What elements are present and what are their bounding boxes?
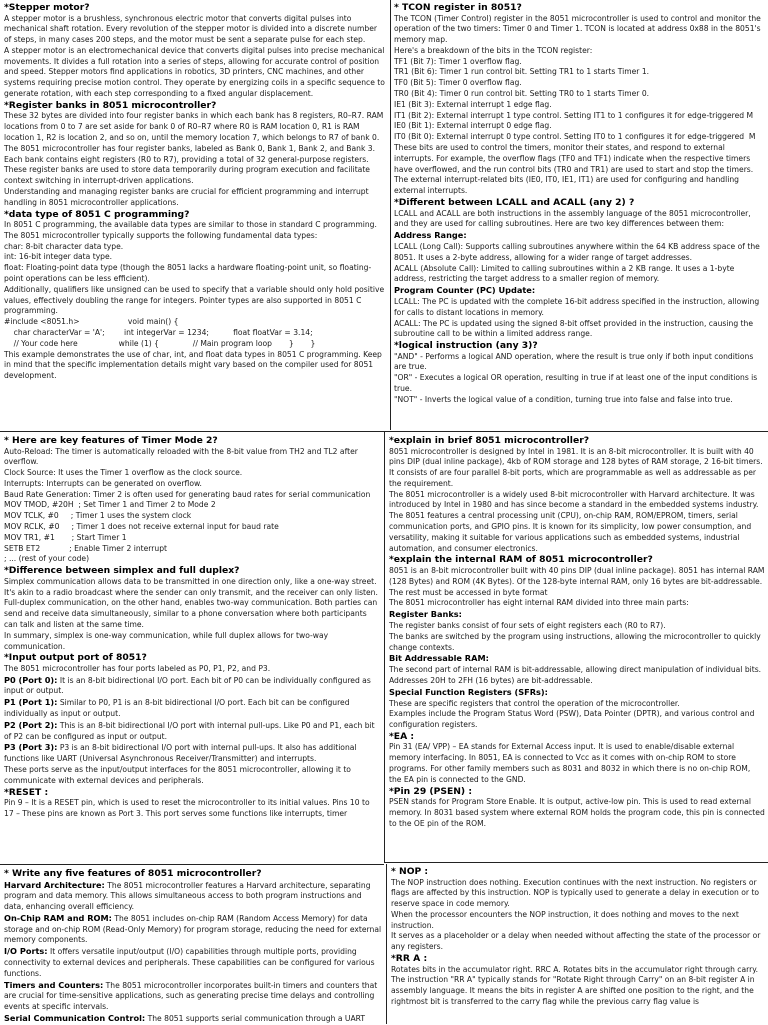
paragraph: It serves as a placeholder or a delay when needed without affecting the state of the processor or any registers. xyxy=(391,931,763,952)
lead-term: Timers and Counters: xyxy=(4,979,104,990)
paragraph: The second part of internal RAM is bit-addressable, allowing direct manipulation of individual bits. xyxy=(389,665,762,675)
column-divider-top xyxy=(390,0,391,430)
paragraph: Pin 31 (EA/ VPP) – EA stands for External Access input. It is used to enable/disable external memory interfacing. In 8051, EA is connected to Vcc as it comes with on-chip ROM to store programs. For other family members such as 8031 and 8032 in which there is no on-chip ROM, the EA pin is connected to the GND. xyxy=(389,742,753,784)
paragraph: Additionally, qualifiers like unsigned can be used to specify that a variable should only hold positive values, effectively doubling the range for integers. Pointer types are also supported in 8051 C programming. xyxy=(4,284,387,316)
subheading: Bit Addressable RAM: xyxy=(389,653,489,664)
section-heading: *Register banks in 8051 microcontroller? xyxy=(4,99,217,111)
subheading-line xyxy=(389,687,765,699)
paragraph: These are specific registers that control the operation of the microcontroller. xyxy=(389,698,680,708)
paragraph: SETB ET2 ; Enable Timer 2 interrupt xyxy=(4,543,168,553)
lead-term: P0 (Port 0): xyxy=(4,674,58,685)
paragraph: "NOT" - Inverts the logical value of a condition, turning true into false and false into true. xyxy=(394,394,733,404)
section-heading: *Input output port of 8051? xyxy=(4,652,147,664)
paragraph-text: The 8051 supports serial communication through a UART xyxy=(145,1014,365,1024)
paragraph: TR0 (Bit 4): Timer 0 run control bit. Setting TR0 to 1 starts Timer 0. xyxy=(394,89,650,99)
paragraph: The 8051 microcontroller has four ports labeled as P0, P1, P2, and P3. xyxy=(4,663,271,673)
section-heading: *data type of 8051 C programming? xyxy=(4,208,190,220)
paragraph-text: Similar to P0, P1 is an 8-bit bidirectional I/O port. Each bit can be configured individually as input or output. xyxy=(4,698,352,719)
paragraph: The external interrupt-related bits (IE0, IT0, IE1, IT1) are used for configuring and handling external interrupts. xyxy=(394,175,742,196)
paragraph: Examples include the Program Status Word (PSW), Data Pointer (DPTR), and various control and configuration registers. xyxy=(389,709,757,730)
subheading-line xyxy=(394,230,766,242)
features-section xyxy=(4,868,382,1024)
column-divider-bottom xyxy=(386,864,387,1024)
paragraph: 8051 is an 8-bit microcontroller built with 40 pins DIP (dual inline package). 8051 has internal RAM (128 Bytes) and ROM (4K Bytes). Of the 128-byte internal RAM, only 16 bytes are bit-addressable. The rest must be accessed in byte format xyxy=(389,565,767,597)
lead-term: I/O Ports: xyxy=(4,946,48,957)
paragraph: TF1 (Bit 7): Timer 1 overflow flag. xyxy=(394,56,522,66)
paragraph-text: The 8051 microcontroller features a Harvard architecture, separating program and data memory. This allows simultaneous access to both program instructions and data, enhancing overall efficiency. xyxy=(4,880,373,912)
paragraph: The instruction "RR A" typically stands for "Rotate Right through Carry" on an 8-bit register A in assembly language. It means the bits in register A are shifted one position to the right, and the rightmost bit is transferred to the carry flag while the previous carry flag value is xyxy=(391,975,758,1006)
paragraph: The 8051 microcontroller has four register banks, labeled as Bank 0, Bank 1, Bank 2, and Bank 3. Each bank contains eight registers (R0 to R7), providing a total of 32 general-purpose registers. These register banks are used to store data temporarily during program execution and facilitate context switching in interrupt-driven applications. xyxy=(4,143,378,186)
paragraph: Baud Rate Generation: Timer 2 is often used for generating baud rates for serial communication xyxy=(4,489,371,499)
lead-term: P3 (Port 3): xyxy=(4,742,58,753)
paragraph: LCALL: The PC is updated with the complete 16-bit address specified in the instruction, allowing for calls to distant locations in memory. xyxy=(394,296,762,317)
paragraph xyxy=(4,880,382,913)
paragraph-text: P3 is an 8-bit bidirectional I/O port with internal pull-ups. It also has additional functions like UART (Universal Asynchronous Receiver/Transmitter) and interrupts. xyxy=(4,743,359,764)
lead-term: P2 (Port 2): xyxy=(4,719,58,730)
paragraph: In 8051 C programming, the available data types are similar to those in standard C programming. The 8051 microcontroller typically supports the following fundamental data types: xyxy=(4,220,380,240)
section-heading: *RESET : xyxy=(4,786,49,798)
paragraph-text: The 8051 includes on-chip RAM (Random Access Memory) for data storage and on-chip ROM (Read-Only Memory) for program storage, reducing the need for external memory components. xyxy=(4,913,384,945)
paragraph: The banks are switched by the program using instructions, allowing the microcontroller to quickly change contexts. xyxy=(389,631,764,652)
paragraph: TR1 (Bit 6): Timer 1 run control bit. Setting TR1 to 1 starts Timer 1. xyxy=(394,67,650,77)
paragraph: Pin 9 – It is a RESET pin, which is used to reset the microcontroller to its initial values. Pins 10 to 17 – These pins are known as Port 3. This port serves some functions like interrupts, timer xyxy=(4,798,373,818)
paragraph: The 8051 microcontroller is a widely used 8-bit microcontroller with Harvard architecture. It was introduced by Intel in 1980 and has since become a standard in the embedded systems industry. The 8051 features a central processing unit (CPU), on-chip RAM, ROM/EPROM, timers, serial communication ports, and GPIO pins. It is known for its simplicity, low power consumption, and versatility, making it suitable for various applications such as embedded systems, industrial automation, and consumer electronics. xyxy=(389,489,761,553)
paragraph xyxy=(4,720,381,743)
lead-term: Harvard Architecture: xyxy=(4,879,105,890)
paragraph: A stepper motor is a brushless, synchronous electric motor that converts digital pulses into mechanical shaft rotation. Every revolution of the stepper motor is divided into a discrete number of steps, in many cases 200 steps, and the motor must be sent a separate pulse for each step. xyxy=(4,13,380,45)
subheading-line xyxy=(389,609,765,621)
paragraph: Addresses 20H to 2FH (16 bytes) are bit-addressable. xyxy=(389,675,593,685)
paragraph-text: It offers versatile input/output (I/O) capabilities through multiple ports, providing connectivity to external devices and peripherals. These capabilities can be configured for various functions. xyxy=(4,947,377,978)
paragraph: char: 8-bit character data type. xyxy=(4,241,124,251)
paragraph: The NOP instruction does nothing. Execution continues with the next instruction. No registers or flags are affected by this instruction. NOP is typically used to generate a delay in execution or to reserve space in code memory. xyxy=(391,877,762,909)
paragraph: LCALL (Long Call): Supports calling subroutines anywhere within the 64 KB address space of the 8051. It uses a 2-byte address, allowing for a wider range of target addresses. xyxy=(394,241,763,262)
section-heading: *logical instruction (any 3)? xyxy=(394,340,538,352)
paragraph xyxy=(4,1013,382,1025)
paragraph: ; ... (rest of your code) xyxy=(4,554,90,564)
paragraph: These 32 bytes are divided into four register banks in which each bank has 8 registers, R0–R7. RAM locations from 0 to 7 are set aside for bank 0 of R0–R7 where R0 is RAM location 0, R1 is RAM location 1, R2 is location 2, and so on, until the memory location 7, which belongs to R7 of bank 0. xyxy=(4,111,386,142)
paragraph: The register banks consist of four sets of eight registers each (R0 to R7). xyxy=(389,620,666,630)
paragraph: TF0 (Bit 5): Timer 0 overflow flag. xyxy=(394,78,522,88)
paragraph: int: 16-bit integer data type. xyxy=(4,252,113,262)
subheading: Register Banks: xyxy=(389,609,462,620)
paragraph: "AND" - Performs a logical AND operation, where the result is true only if both input conditions are true. xyxy=(394,351,756,372)
section-heading: *EA : xyxy=(389,730,415,742)
paragraph xyxy=(4,742,381,765)
paragraph: Rotates bits in the accumulator right. RRC A. Rotates bits in the accumulator right through carry. xyxy=(391,964,759,974)
paragraph-text: It is an 8-bit bidirectional I/O port. Each bit of P0 can be individually configured as input or output. xyxy=(4,675,374,696)
paragraph xyxy=(4,913,382,946)
paragraph: #include <8051.h> void main() { xyxy=(4,317,179,327)
subheading: Special Function Registers (SFRs): xyxy=(389,686,548,697)
lead-term: Serial Communication Control: xyxy=(4,1013,146,1024)
paragraph xyxy=(4,697,381,720)
section-heading: *Pin 29 (PSEN) : xyxy=(389,785,472,797)
paragraph: The TCON (Timer Control) register in the 8051 microcontroller is used to control and monitor the operation of the two timers: Timer 0 and Timer 1. TCON is located at address 0x88 in the 8051's memory map. xyxy=(394,13,764,45)
paragraph: 8051 microcontroller is designed by Intel in 1981. It is an 8-bit microcontroller. It is built with 40 pins DIP (dual inline package), 4kb of ROM storage and 128 bytes of RAM storage, 2 16-bit timers. It consists of are four parallel 8-bit ports, which are programmable as well as addressable as per the requirement. xyxy=(389,446,766,488)
subheading-line xyxy=(389,653,765,665)
paragraph: MOV RCLK, #0 ; Timer 1 does not receive external input for baud rate xyxy=(4,522,279,532)
paragraph: Full-duplex communication, on the other hand, enables two-way communication. Both parties can send and receive data simultaneously, similar to a phone conversation where both participants can talk and listen at the same time. xyxy=(4,598,380,629)
lead-term: On-Chip RAM and ROM: xyxy=(4,912,112,923)
section-heading: * Write any five features of 8051 microcontroller? xyxy=(4,868,262,879)
section-heading: * Here are key features of Timer Mode 2? xyxy=(4,435,218,446)
paragraph: Interrupts: Interrupts can be generated on overflow. xyxy=(4,478,202,488)
section-heading: *Different between LCALL and ACALL (any 2) ? xyxy=(394,197,635,209)
section-heading: *explain in brief 8051 microcontroller? xyxy=(389,435,590,446)
section-heading: *Difference between simplex and full duplex? xyxy=(4,565,240,577)
paragraph: IE0 (Bit 1): External interrupt 0 edge flag. xyxy=(394,121,552,131)
paragraph: ACALL: The PC is updated using the signed 8-bit offset provided in the instruction, causing the subroutine call to be within a limited address range. xyxy=(394,318,756,339)
row-divider-2-left xyxy=(0,864,384,865)
paragraph xyxy=(4,675,381,698)
timer-mode2-section xyxy=(4,435,381,863)
paragraph: IT0 (Bit 0): External interrupt 0 type control. Setting IT0 to 1 configures it for edge-triggered M xyxy=(394,132,756,142)
paragraph: These bits are used to control the timers, monitor their states, and respond to external interrupts. For example, the overflow flags (TF0 and TF1) indicate when the respective timers have overflowed, and the run control bits (TR0 and TR1) are used to start and stop the timers. xyxy=(394,143,754,174)
paragraph: ACALL (Absolute Call): Limited to calling subroutines within a 2 KB range. It uses a 1-byte address, restricting the target address to a smaller region of memory. xyxy=(394,263,737,284)
section-heading: *RR A : xyxy=(391,953,428,965)
paragraph-text: This is an 8-bit bidirectional I/O port with internal pull-ups. Like P0 and P1, each bit of P2 can be configured as input or output. xyxy=(4,720,378,741)
column-divider-middle xyxy=(384,431,385,863)
paragraph: float: Floating-point data type (though the 8051 lacks a hardware floating-point unit, so floating-point operations can be less efficient). xyxy=(4,263,372,284)
section-heading: *explain the internal RAM of 8051 microcontroller? xyxy=(389,554,653,566)
stepper-section xyxy=(4,2,386,430)
paragraph: MOV TR1, #1 ; Start Timer 1 xyxy=(4,532,127,542)
paragraph: PSEN stands for Program Store Enable. It is output, active-low pin. This is used to read external memory. In 8031 based system where external ROM holds the program code, this pin is connected to the OE pin of the ROM. xyxy=(389,797,768,828)
brief-8051-section xyxy=(389,435,768,861)
paragraph: // Your code here while (1) { // Main program loop } } xyxy=(4,338,316,348)
subheading: Address Range: xyxy=(394,230,467,241)
section-heading: *Stepper motor? xyxy=(4,2,90,13)
paragraph: A stepper motor is an electromechanical device that converts digital pulses into precise mechanical movements. It divides a full rotation into a series of steps, allowing for accurate control of position and speed. Stepper motors find applications in robotics, 3D printers, CNC machines, and other systems requiring precise motion control. They operate by energizing coils in a specific sequence to generate rotation, with each step corresponding to a fixed angular displacement. xyxy=(4,45,388,99)
paragraph: IE1 (Bit 3): External interrupt 1 edge flag. xyxy=(394,99,552,109)
paragraph: MOV TCLK, #0 ; Timer 1 uses the system clock xyxy=(4,511,192,521)
row-divider-2-right xyxy=(384,862,768,863)
subheading: Program Counter (PC) Update: xyxy=(394,285,536,296)
paragraph-text: The 8051 microcontroller incorporates built-in timers and counters that are crucial for time-sensitive applications, such as generating precise time delays and controlling events at specific intervals. xyxy=(4,980,380,1012)
nop-section xyxy=(391,866,765,1024)
paragraph xyxy=(4,980,382,1013)
section-heading: * TCON register in 8051? xyxy=(394,2,522,13)
paragraph: Understanding and managing register banks are crucial for efficient programming and interrupt handling in 8051 microcontroller applications. xyxy=(4,186,371,207)
paragraph: "OR" - Executes a logical OR operation, resulting in true if at least one of the input conditions is true. xyxy=(394,373,760,393)
paragraph: IT1 (Bit 2): External interrupt 1 type control. Setting IT1 to 1 configures it for edge-triggered M xyxy=(394,110,754,120)
paragraph: In summary, simplex is one-way communication, while full duplex allows for two-way communication. xyxy=(4,630,331,651)
paragraph: char characterVar = 'A'; int integerVar = 1234; float floatVar = 3.14; xyxy=(4,328,313,338)
paragraph: LCALL and ACALL are both instructions in the assembly language of the 8051 microcontroller, and they are used for calling subroutines. Here are two key differences between them: xyxy=(394,208,754,229)
paragraph: The 8051 microcontroller has eight internal RAM divided into three main parts: xyxy=(389,598,689,608)
paragraph: Simplex communication allows data to be transmitted in one direction only, like a one-way street. It's akin to a radio broadcast where the sender can only transmit, and the receiver can only listen. xyxy=(4,576,379,597)
paragraph: Auto-Reload: The timer is automatically reloaded with the 8-bit value from TH2 and TL2 after overflow. xyxy=(4,446,361,467)
paragraph: Clock Source: It uses the Timer 1 overflow as the clock source. xyxy=(4,468,243,478)
section-heading: * NOP : xyxy=(391,866,429,877)
tcon-section xyxy=(394,2,766,430)
lead-term: P1 (Port 1): xyxy=(4,697,58,708)
paragraph: When the processor encounters the NOP instruction, it does nothing and moves to the next instruction. xyxy=(391,909,742,930)
paragraph xyxy=(4,946,382,979)
paragraph: These ports serve as the input/output interfaces for the 8051 microcontroller, allowing it to communicate with external devices and peripherals. xyxy=(4,765,354,785)
paragraph: Here's a breakdown of the bits in the TCON register: xyxy=(394,45,593,55)
paragraph: MOV TMOD, #20H ; Set Timer 1 and Timer 2 to Mode 2 xyxy=(4,500,216,510)
paragraph: This example demonstrates the use of char, int, and float data types in 8051 C programming. Keep in mind that the specific implementation details might vary based on the compiler used for 8051 development. xyxy=(4,349,385,381)
subheading-line xyxy=(394,285,766,297)
